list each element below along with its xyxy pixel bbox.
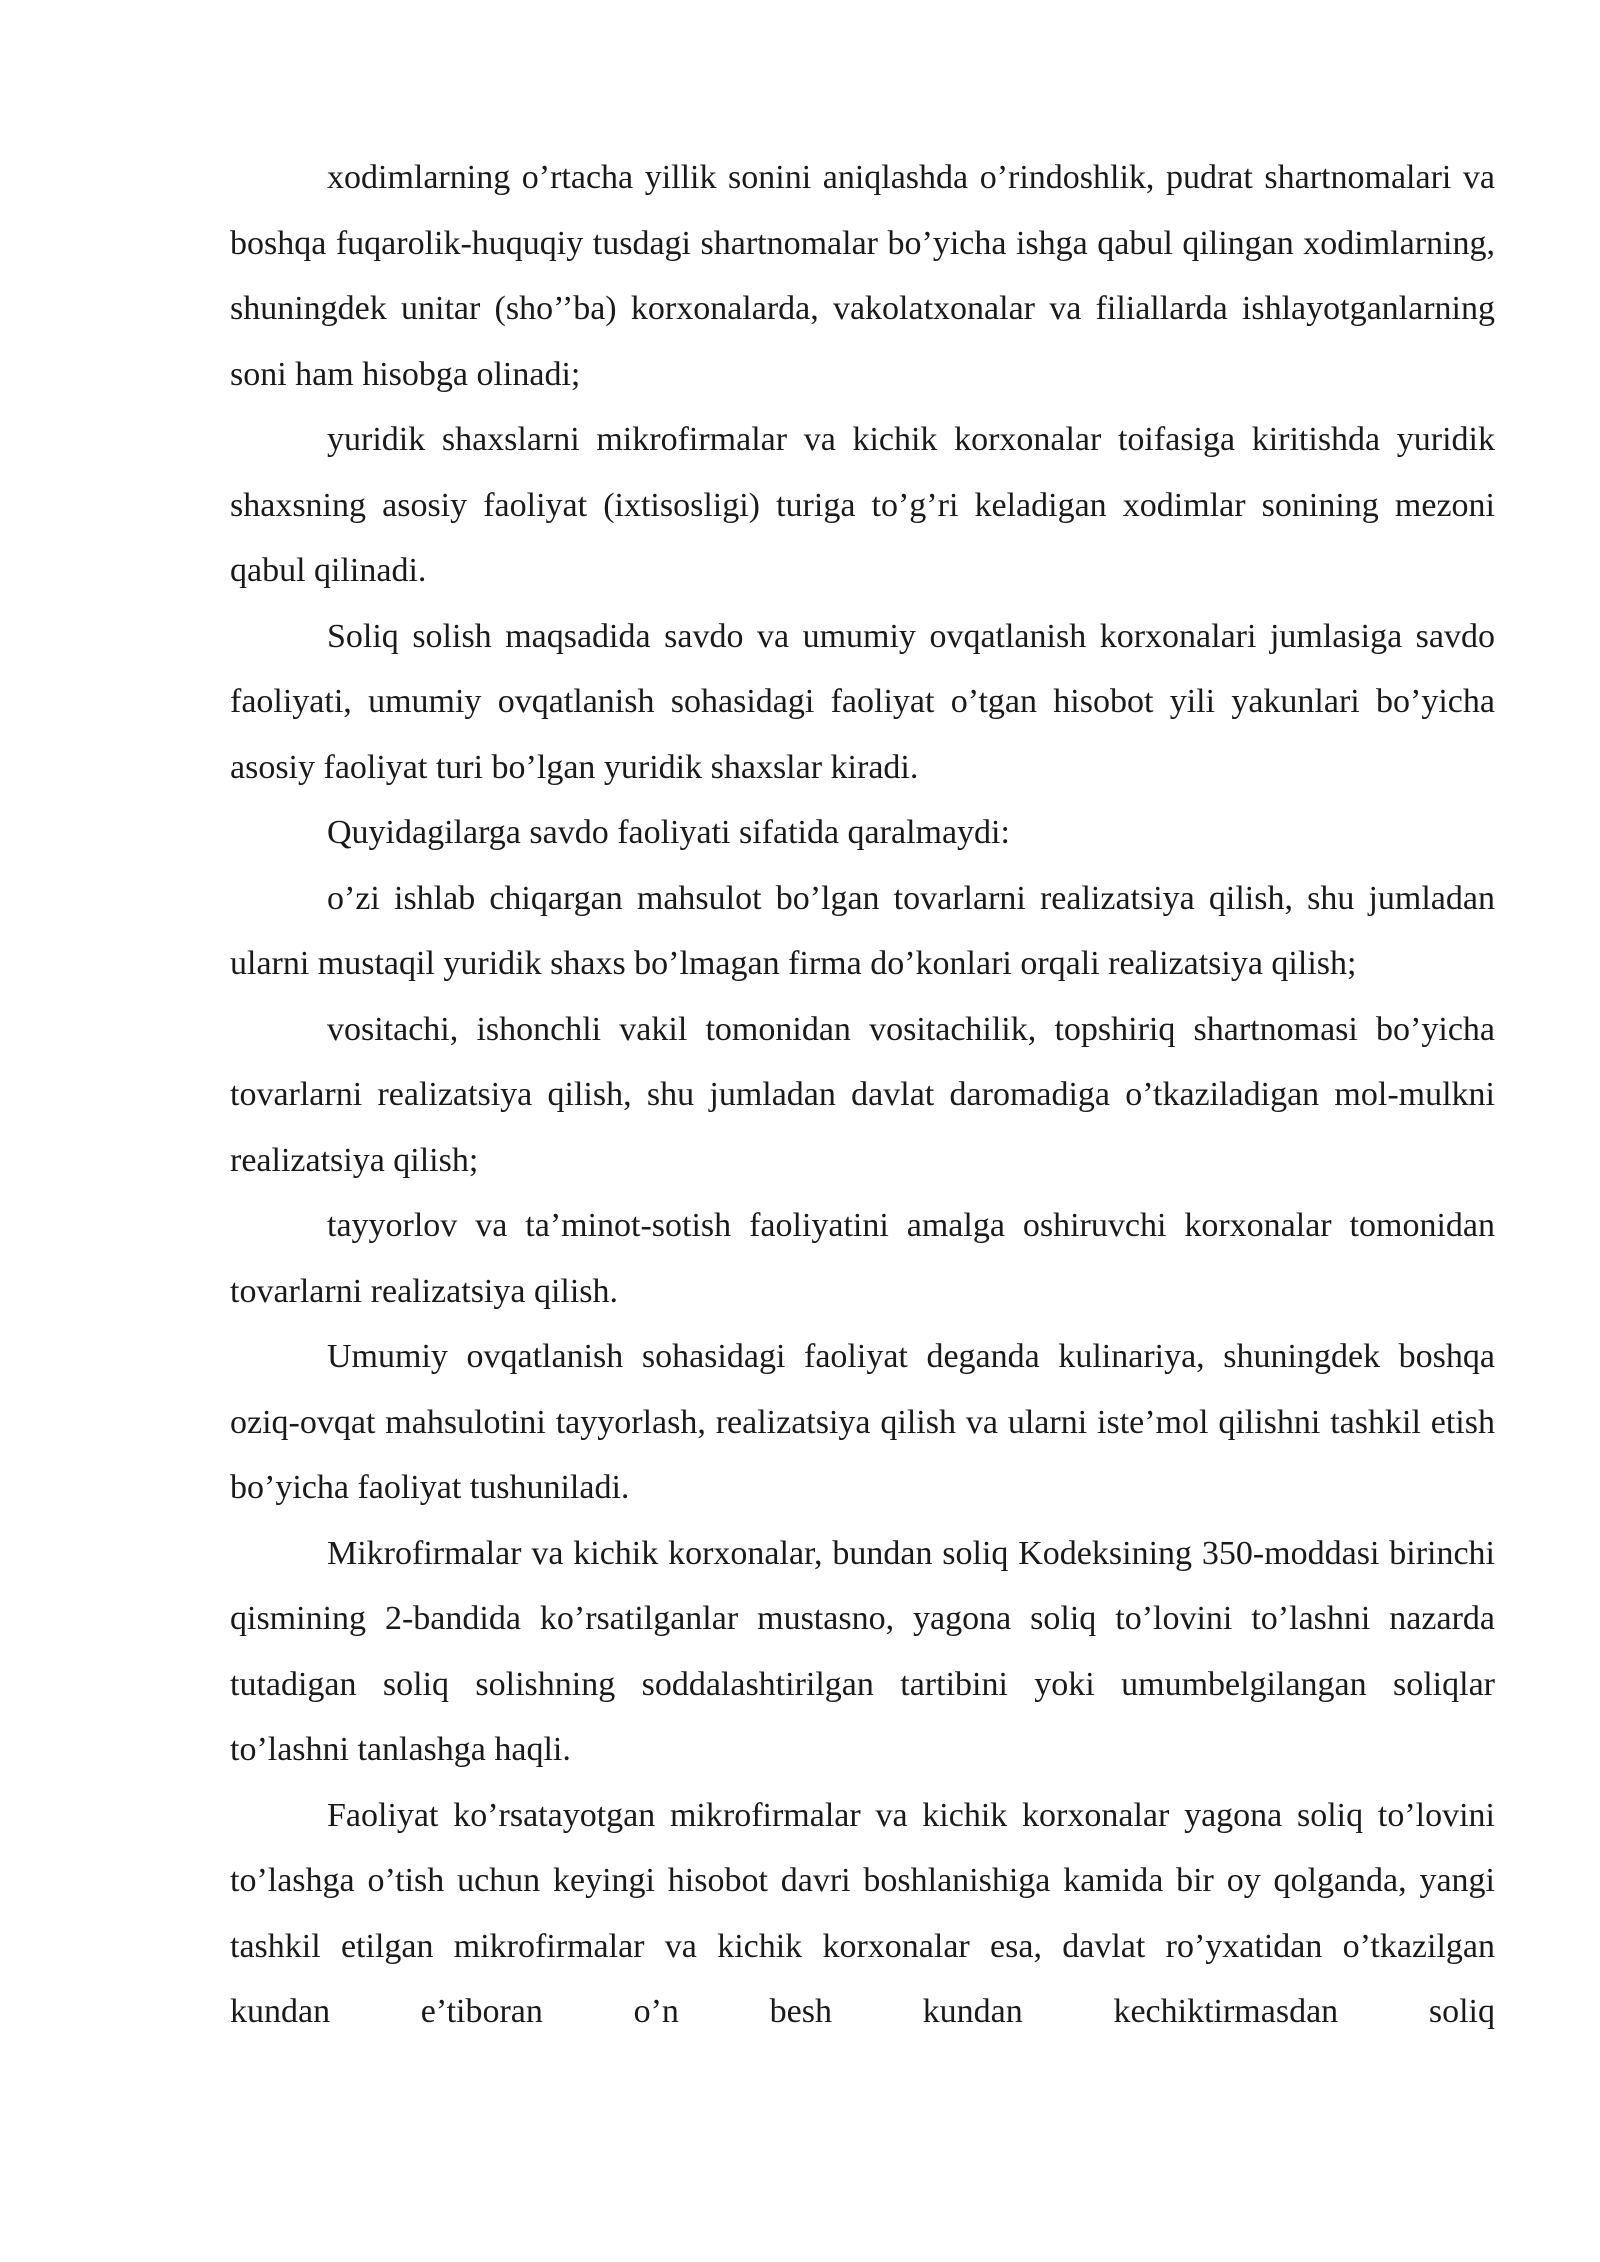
document-page <box>230 145 1495 2045</box>
paragraph-not-trade-heading: Quyidagilarga savdo faoliyati sifatida qaralmaydi: <box>327 814 1010 851</box>
paragraph-trade-catering: Soliq solish maqsadida savdo va umumiy ovqatlanish korxonalari jumlasiga savdo faoliyati, umumiy ovqatlanish sohasidagi faoliyat o’tgan hisobot yili yakunlari bo’yicha asosiy faoliyat turi bo’lgan yuridik shaxslar kiradi. <box>230 617 1495 786</box>
paragraph-catering-definition: Umumiy ovqatlanish sohasidagi faoliyat deganda kulinariya, shuningdek boshqa oziq-ovqat mahsulotini tayyorlash, realizatsiya qilish va ularni iste’mol qilishni tashkil etish bo’yicha faoliyat tushuniladi. <box>230 1338 1495 1506</box>
paragraph-own-products: o’zi ishlab chiqargan mahsulot bo’lgan tovarlarni realizatsiya qilish, shu jumladan ularni mustaqil yuridik shaxs bo’lmagan firma do’konlari orqali realizatsiya qilish; <box>230 879 1495 982</box>
paragraph-avg-employees: xodimlarning o’rtacha yillik sonini aniqlashda o’rindoshlik, pudrat shartnomalari va boshqa fuqarolik-huquqiy tusdagi shartnomalar bo’yicha ishga qabul qilingan xodimlarning, shuningdek unitar (sho’’ba) korxonalarda, vakolatxonalar va filiallarda ishlayotganlarning soni ham hisobga olinadi; <box>230 159 1495 393</box>
paragraph-supply-sales: tayyorlov va ta’minot-sotish faoliyatini amalga oshiruvchi korxonalar tomonidan tovarlarni realizatsiya qilish. <box>230 1207 1495 1310</box>
paragraph-intermediary: vositachi, ishonchli vakil tomonidan vositachilik, topshiriq shartnomasi bo’yicha tovarlarni realizatsiya qilish, shu jumladan davlat daromadiga o’tkaziladigan mol-mulkni realizatsiya qilish; <box>230 1010 1495 1179</box>
paragraph-simplified-tax: Mikrofirmalar va kichik korxonalar, bundan soliq Kodeksining 350-moddasi birinchi qismining 2-bandida ko’rsatilganlar mustasno, yagona soliq to’lovini to’lashni nazarda tutadigan soliq solishning soddalashtirilgan tartibini yoki umumbelgilangan soliqlar to’lashni tanlashga haqli. <box>230 1534 1495 1768</box>
paragraph-transition-to-single-tax: Faoliyat ko’rsatayotgan mikrofirmalar va kichik korxonalar yagona soliq to’lovini to’lashga o’tish uchun keyingi hisobot davri boshlanishiga kamida bir oy qolganda, yangi tashkil etilgan mikrofirmalar va kichik korxonalar esa, davlat ro’yxatidan o’tkazilgan kundan e’tiboran o’n besh kundan kechiktirmasdan soliq <box>230 1796 1495 2030</box>
paragraph-legal-entity-category: yuridik shaxslarni mikrofirmalar va kichik korxonalar toifasiga kiritishda yuridik shaxsning asosiy faoliyat (ixtisosligi) turiga to’g’ri keladigan xodimlar sonining mezoni qabul qilinadi. <box>230 421 1495 589</box>
